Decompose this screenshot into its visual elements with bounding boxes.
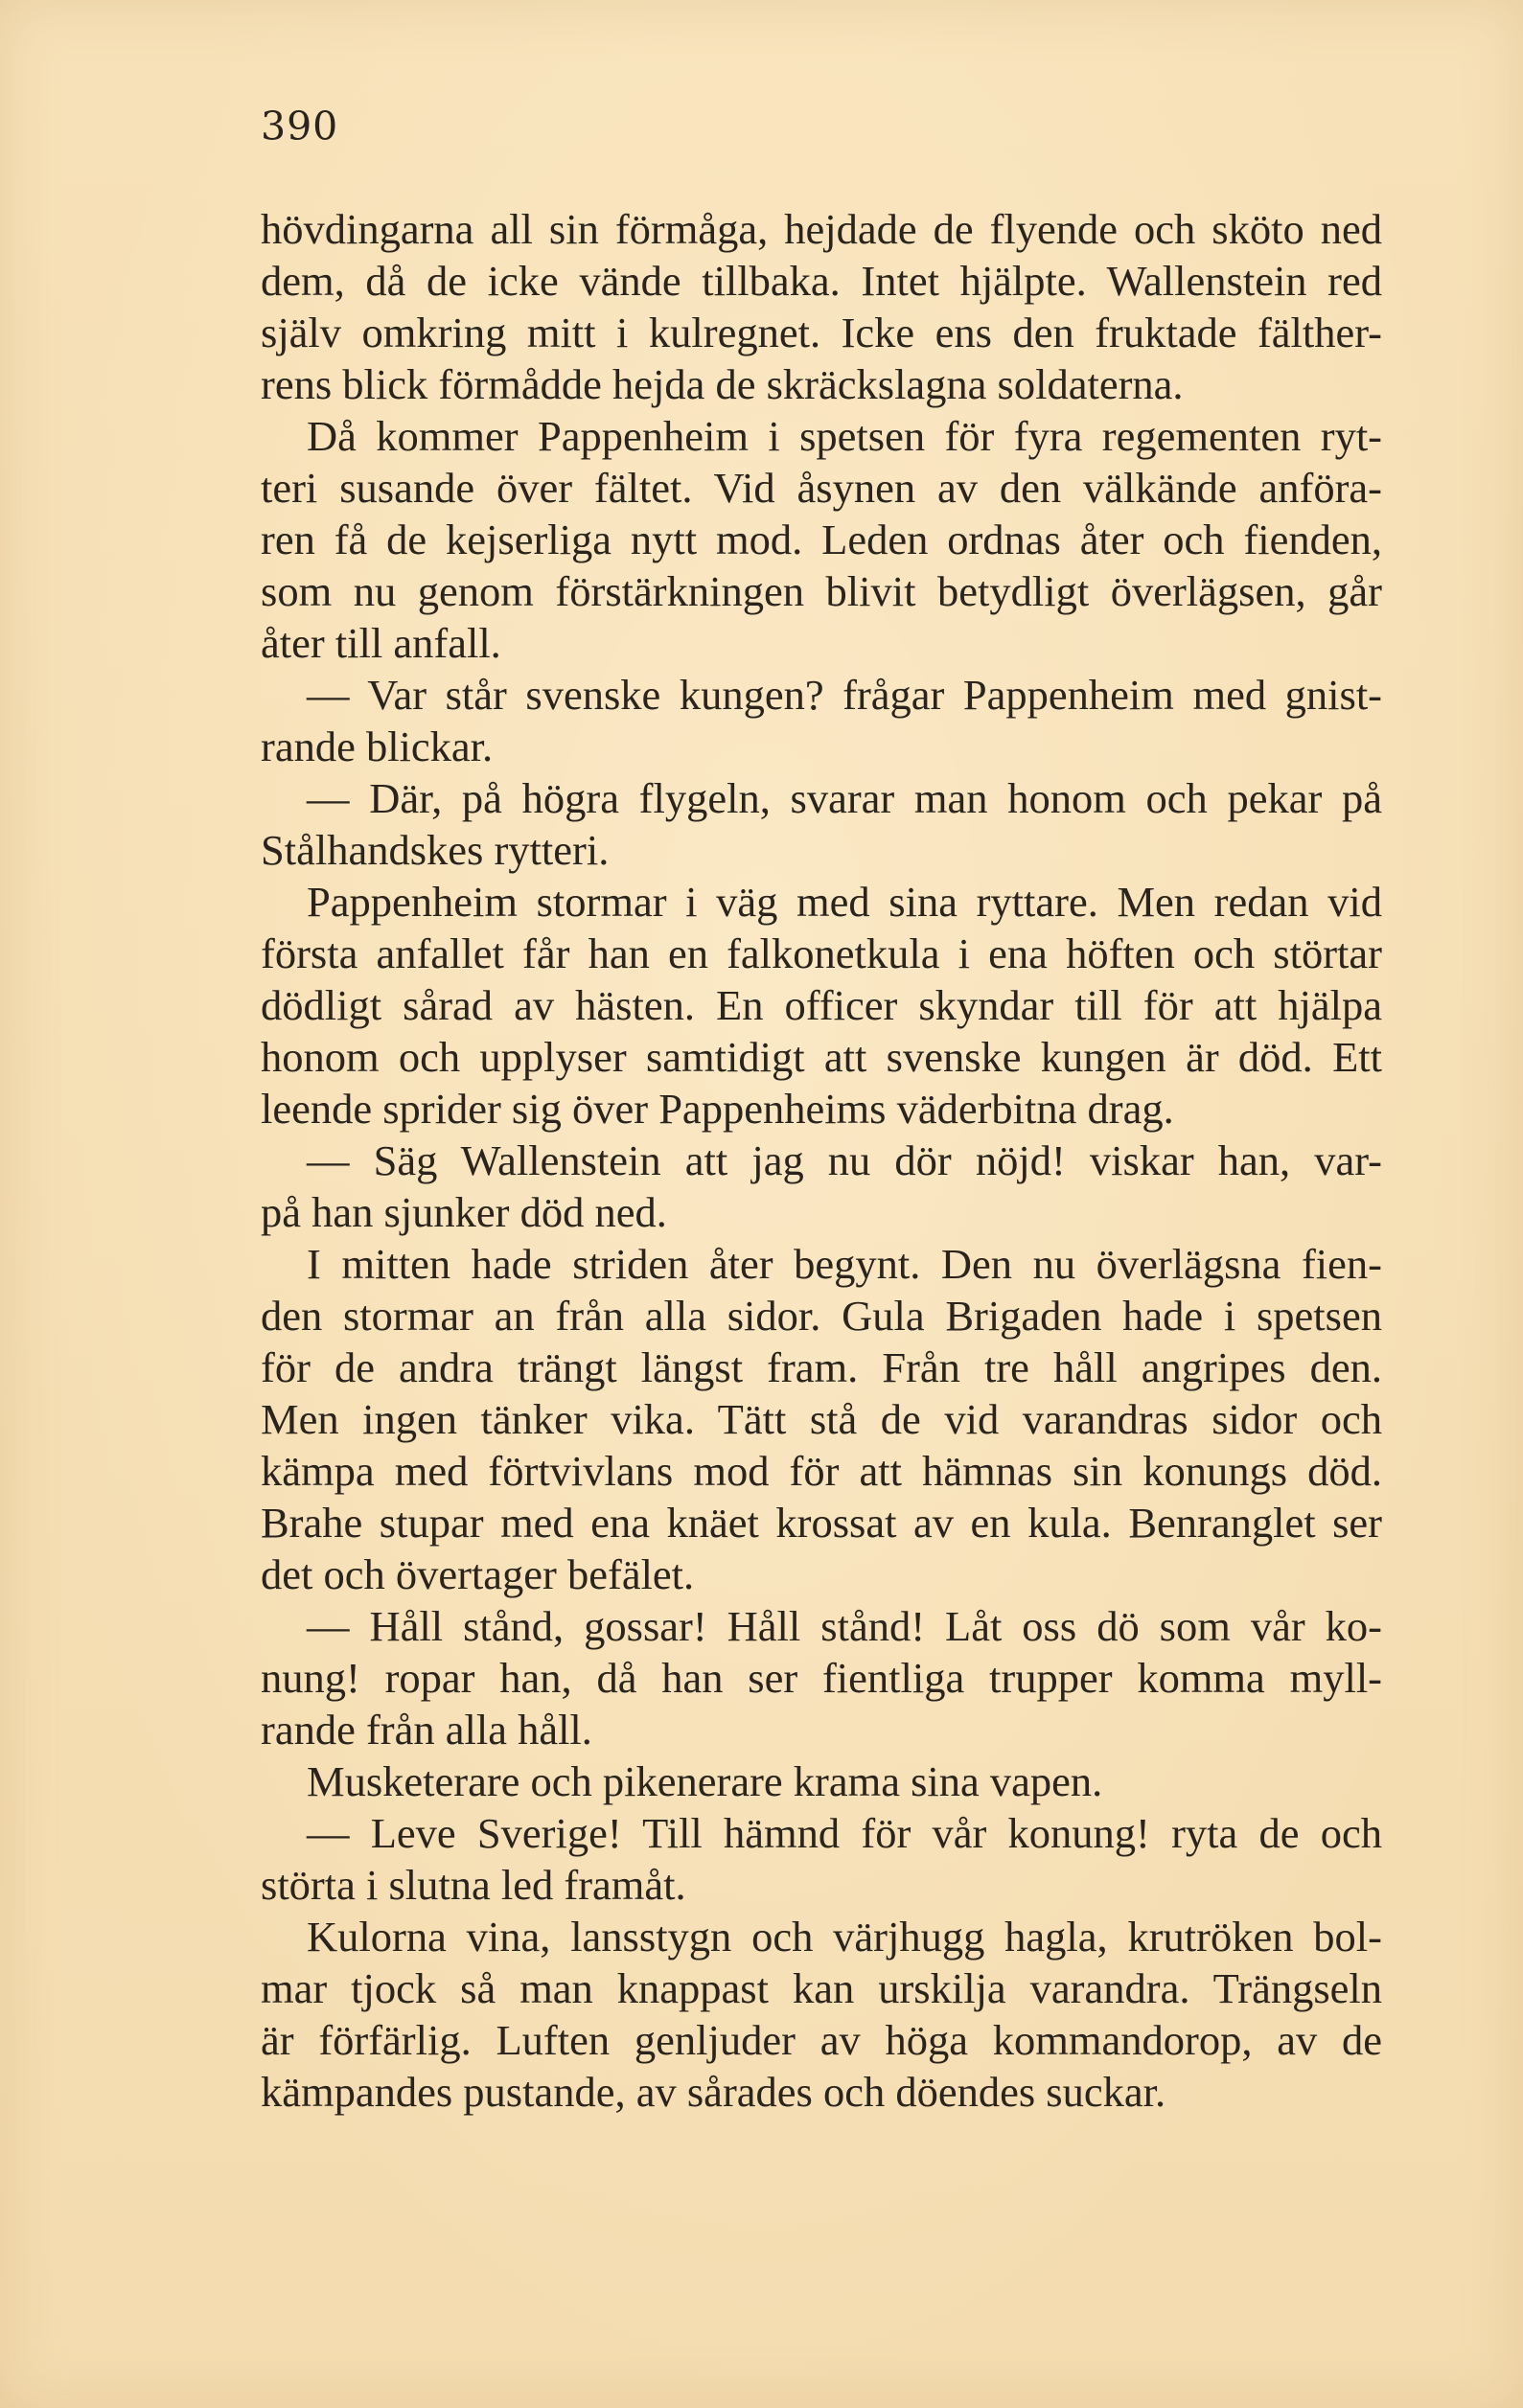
text-line: hövdingarna all sin förmåga, hejdade de flyende och sköto ned: [261, 205, 1382, 253]
body-text: [261, 203, 1382, 2118]
text-line: på han sjunker död ned.: [261, 1188, 667, 1236]
text-line: själv omkring mitt i kulregnet. Icke ens den fruktade fälther-: [261, 309, 1382, 356]
text-line: — Håll stånd, gossar! Håll stånd! Låt oss dö som vår ko-: [307, 1602, 1382, 1650]
text-line: Brahe stupar med ena knäet krossat av en kula. Benranglet ser: [261, 1499, 1382, 1547]
text-line: leende sprider sig över Pappenheims väderbitna drag.: [261, 1085, 1174, 1133]
page-number: 390: [261, 103, 339, 149]
text-line: rens blick förmådde hejda de skräckslagna soldaterna.: [261, 360, 1184, 408]
text-line: Då kommer Pappenheim i spetsen för fyra regementen ryt-: [307, 412, 1382, 460]
text-line: störta i slutna led framåt.: [261, 1861, 686, 1909]
text-line: är förfärlig. Luften genljuder av höga kommandorop, av de: [261, 2016, 1382, 2064]
text-line: mar tjock så man knappast kan urskilja varandra. Trängseln: [261, 1964, 1382, 2012]
text-line: första anfallet får han en falkonetkula i ena höften och störtar: [261, 929, 1382, 977]
text-line: dem, då de icke vände tillbaka. Intet hjälpte. Wallenstein red: [261, 257, 1382, 305]
text-line: ren få de kejserliga nytt mod. Leden ordnas åter och fienden,: [261, 516, 1382, 563]
text-line: Stålhandskes rytteri.: [261, 826, 610, 874]
text-line: Men ingen tänker vika. Tätt stå de vid varandras sidor och: [261, 1395, 1382, 1443]
text-line: dödligt sårad av hästen. En officer skyndar till för att hjälpa: [261, 981, 1382, 1029]
text-line: honom och upplyser samtidigt att svenske kungen är död. Ett: [261, 1033, 1382, 1081]
text-line: rande blickar.: [261, 722, 494, 770]
text-line: Musketerare och pikenerare krama sina vapen.: [307, 1757, 1103, 1805]
text-line: teri susande över fältet. Vid åsynen av den välkände anföra-: [261, 464, 1382, 512]
text-line: för de andra trängt längst fram. Från tre håll angripes den.: [261, 1343, 1382, 1391]
text-line: — Säg Wallenstein att jag nu dör nöjd! viskar han, var-: [307, 1136, 1382, 1184]
text-line: nung! ropar han, då han ser fientliga trupper komma myll-: [261, 1654, 1382, 1702]
text-line: som nu genom förstärkningen blivit betydligt överlägsen, går: [261, 567, 1382, 615]
text-line: det och övertager befälet.: [261, 1550, 695, 1598]
text-line: rande från alla håll.: [261, 1706, 592, 1754]
text-line: åter till anfall.: [261, 619, 501, 667]
text-line: — Var står svenske kungen? frågar Pappenheim med gnist-: [307, 671, 1382, 719]
text-line: Kulorna vina, lansstygn och värjhugg hagla, krutröken bol-: [307, 1913, 1382, 1961]
text-line: kämpa med förtvivlans mod för att hämnas sin konungs död.: [261, 1447, 1382, 1495]
text-line: — Leve Sverige! Till hämnd för vår konung! ryta de och: [307, 1809, 1382, 1857]
text-line: kämpandes pustande, av sårades och döendes suckar.: [261, 2068, 1166, 2116]
text-line: den stormar an från alla sidor. Gula Brigaden hade i spetsen: [261, 1292, 1382, 1340]
text-line: — Där, på högra flygeln, svarar man honom och pekar på: [307, 774, 1382, 822]
text-line: I mitten hade striden åter begynt. Den nu överlägsna fien-: [307, 1240, 1382, 1288]
text-line: Pappenheim stormar i väg med sina ryttare. Men redan vid: [307, 878, 1382, 926]
